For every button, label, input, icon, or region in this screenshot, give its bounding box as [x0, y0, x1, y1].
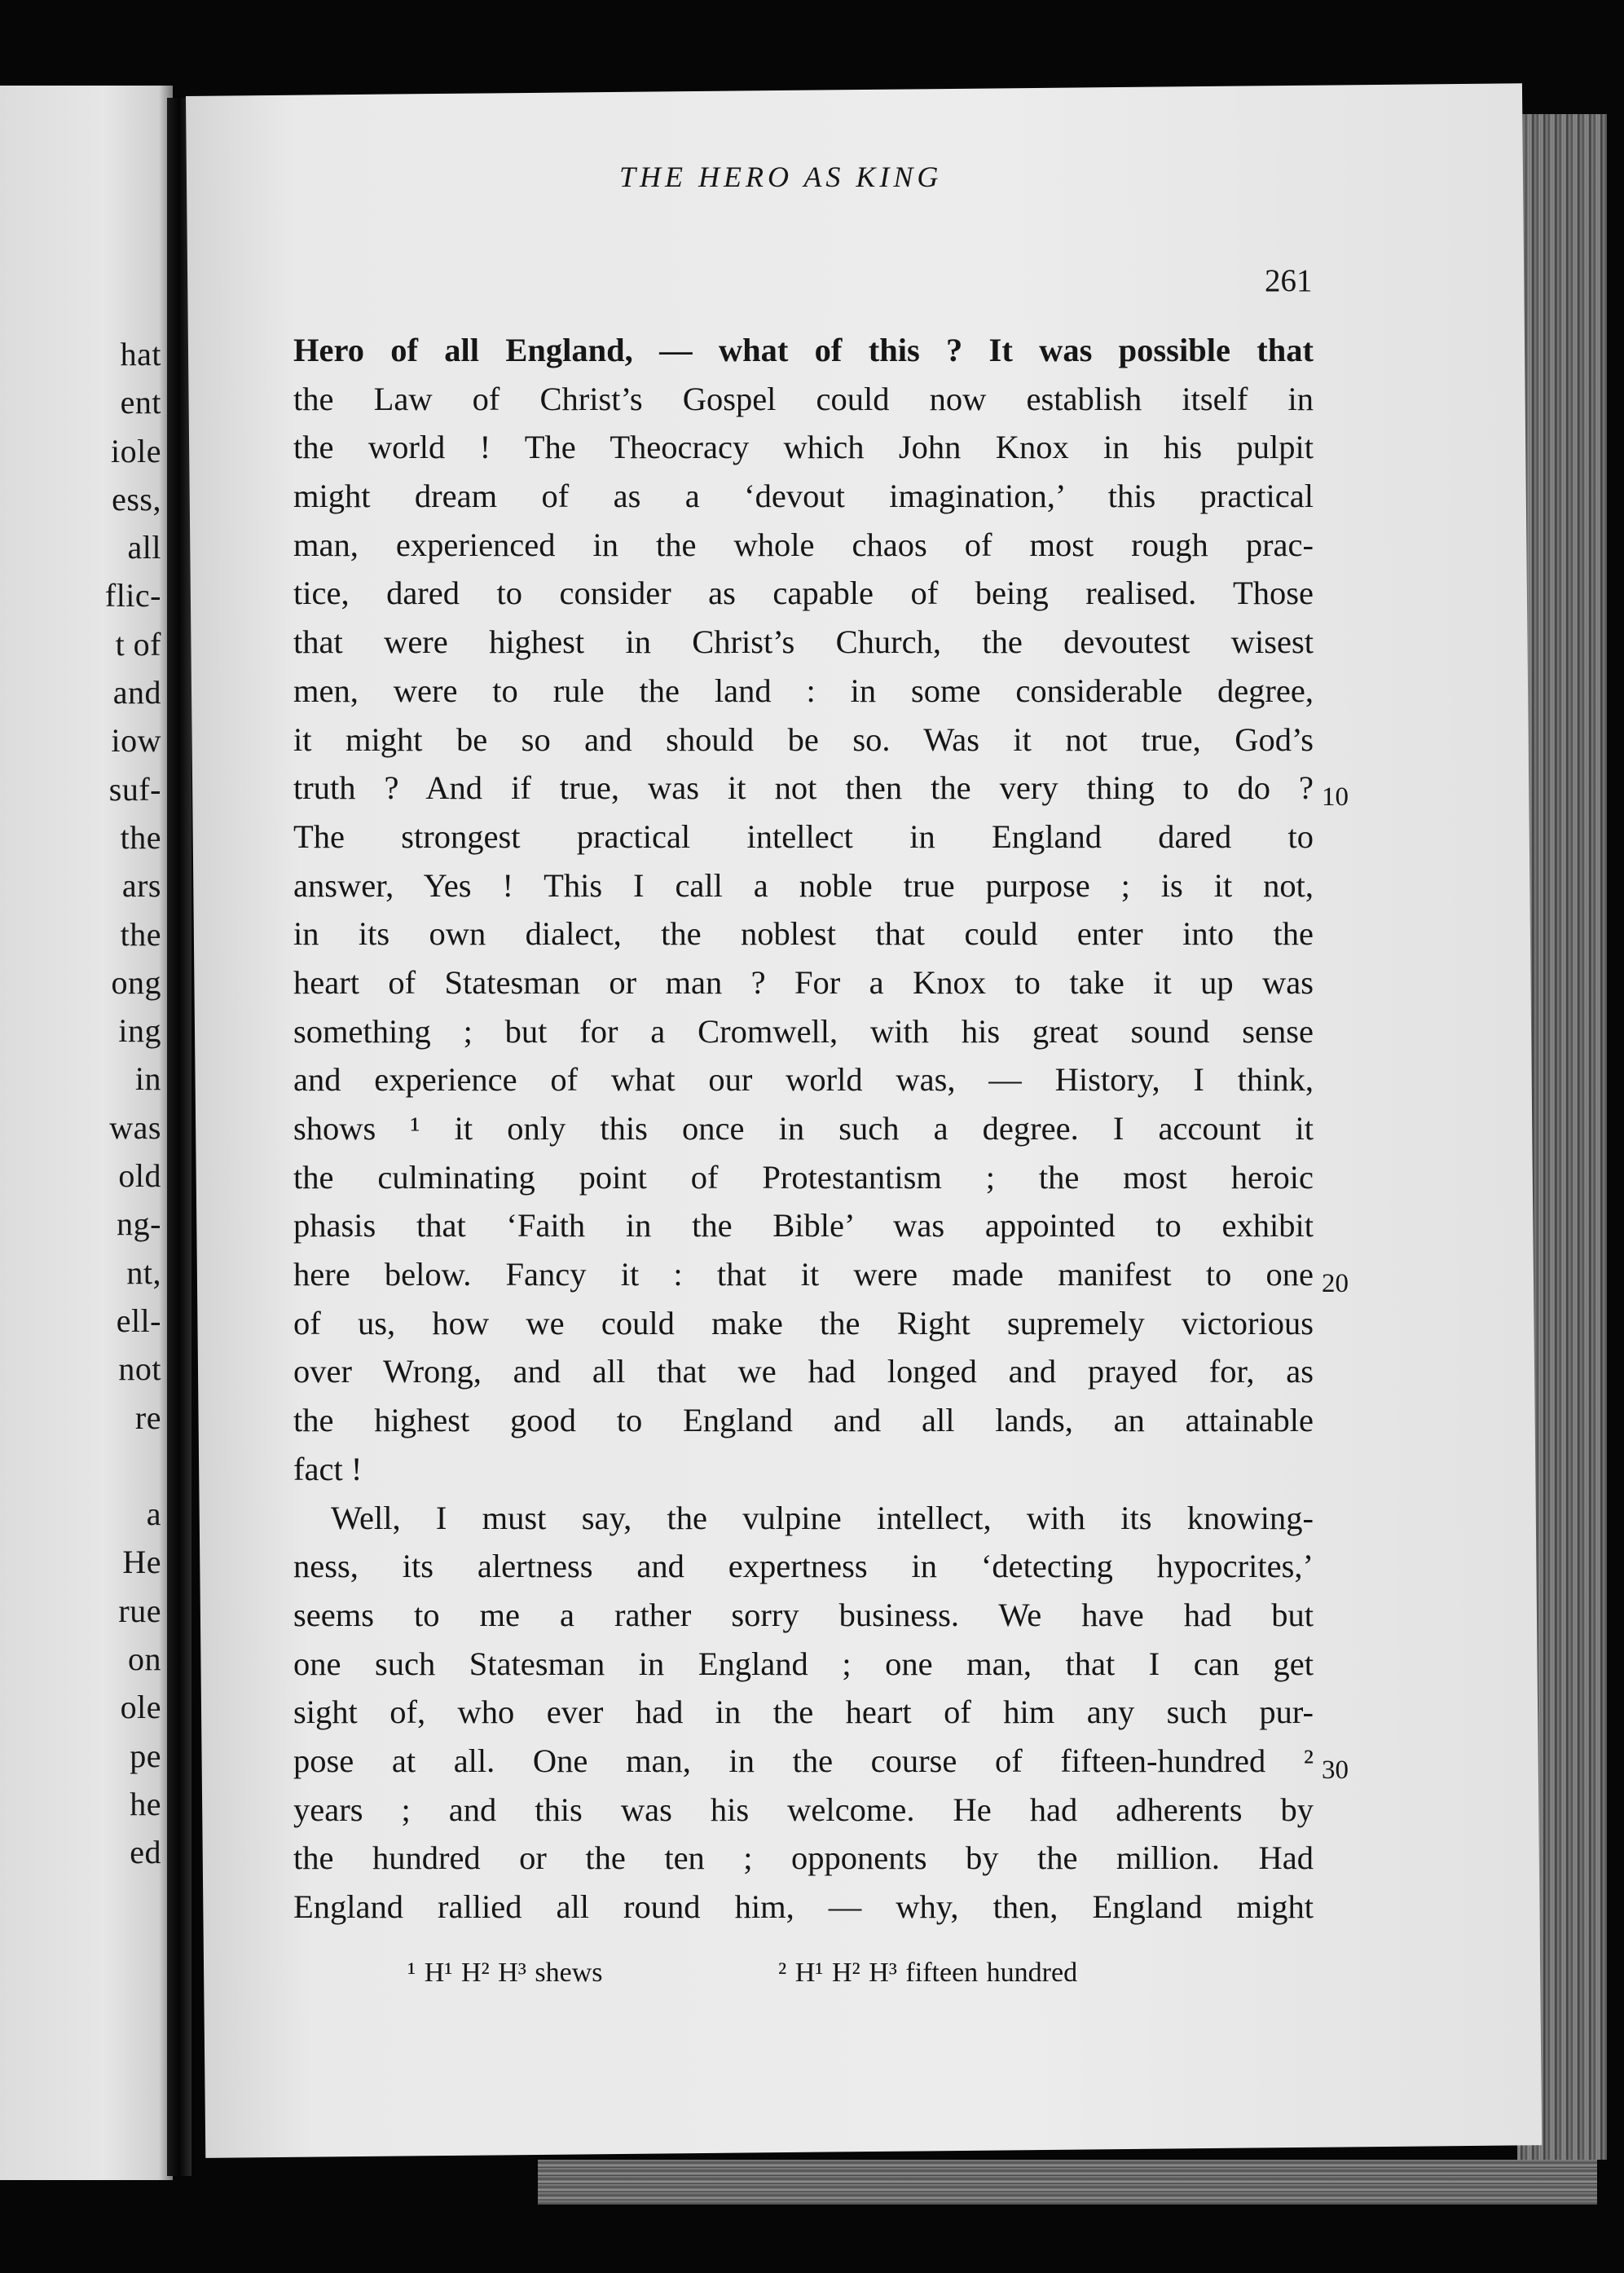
left-line: He: [122, 1544, 161, 1581]
left-line: flic-: [104, 577, 161, 615]
text-line: fact !: [293, 1450, 363, 1487]
text-line: phasis that ‘Faith in the Bible’ was appointed to exhibit: [293, 1207, 1314, 1244]
left-line: iow: [111, 722, 161, 760]
text-line: answer, Yes ! This I call a noble true purpose ; is it not,: [293, 866, 1314, 904]
left-line: ent: [120, 384, 161, 421]
left-line: ng-: [117, 1205, 161, 1243]
left-facing-page: [0, 86, 173, 2180]
text-line: Hero of all England, — what of this ? It was possible that: [293, 332, 1314, 368]
text-line: here below. Fancy it : that it were made manifest to one: [293, 1256, 1314, 1293]
text-line: Well, I must say, the vulpine intellect, with its knowing-: [331, 1499, 1314, 1536]
page-edges-bottom: [538, 2160, 1597, 2205]
text-line: shows ¹ it only this once in such a degree. I account it: [293, 1110, 1314, 1147]
line-number: 10: [1322, 782, 1349, 812]
text-line: the hundred or the ten ; opponents by the million. Had: [293, 1839, 1314, 1877]
left-line: a: [146, 1496, 161, 1533]
left-line: ed: [130, 1834, 161, 1871]
left-line: ing: [118, 1012, 161, 1050]
text-line: the culminating point of Protestantism ; the most heroic: [293, 1158, 1314, 1196]
text-line: England rallied all round him, — why, then, England might: [293, 1888, 1314, 1925]
text-line: pose at all. One man, in the course of fifteen-hundred ²: [293, 1742, 1314, 1779]
footnotes: [407, 1958, 1078, 1989]
text-line: in its own dialect, the noblest that could enter into the: [293, 915, 1314, 953]
left-line: hat: [120, 336, 161, 372]
text-line: men, were to rule the land : in some considerable degree,: [293, 672, 1314, 709]
left-line: the: [120, 915, 161, 953]
line-number: 20: [1322, 1269, 1349, 1298]
left-line: ole: [120, 1689, 161, 1726]
left-line: ong: [111, 963, 161, 1001]
left-line: in: [134, 1060, 161, 1098]
page-number: 261: [1265, 263, 1313, 298]
text-line: truth ? And if true, was it not then the very thing to do ?: [293, 769, 1314, 807]
left-line: the: [120, 818, 161, 856]
left-line: iole: [111, 432, 161, 469]
left-line: nt,: [126, 1253, 161, 1291]
text-line: heart of Statesman or man ? For a Knox to take it up was: [293, 963, 1314, 1001]
text-line: ness, its alertness and expertness in ‘detecting hypocrites,’: [293, 1548, 1314, 1585]
left-line: not: [118, 1350, 161, 1388]
left-line: and: [112, 674, 161, 711]
left-line: he: [130, 1785, 161, 1822]
text-line: the world ! The Theocracy which John Knox in his pulpit: [293, 429, 1314, 466]
text-line: might dream of as a ‘devout imagination,’ this practical: [293, 478, 1314, 515]
left-line: suf-: [108, 770, 161, 808]
left-line: [105, 1442, 161, 1490]
left-line: all: [127, 529, 161, 566]
left-line: on: [128, 1641, 161, 1678]
line-number: 30: [1322, 1755, 1349, 1785]
text-line: over Wrong, and all that we had longed and prayed for, as: [293, 1353, 1314, 1390]
text-line: man, experienced in the whole chaos of most rough prac-: [293, 526, 1314, 563]
text-line: sight of, who ever had in the heart of him any such pur-: [293, 1694, 1314, 1731]
book-gutter: [167, 98, 191, 2176]
left-line: ars: [121, 867, 161, 905]
left-line: pe: [130, 1737, 161, 1774]
text-line: The strongest practical intellect in England dared to: [293, 817, 1314, 855]
text-line: seems to me a rather sorry business. We have had but: [293, 1596, 1314, 1633]
left-line: ell-: [116, 1302, 161, 1339]
text-line: years ; and this was his welcome. He had adherents by: [293, 1791, 1314, 1828]
footnote: ² H¹ H² H³ fifteen hundred: [778, 1958, 1078, 1988]
running-head: THE HERO AS KING: [619, 161, 943, 193]
left-line: re: [134, 1399, 161, 1436]
left-line: rue: [118, 1592, 161, 1629]
text-line: the Law of Christ’s Gospel could now establish itself in: [293, 380, 1314, 417]
text-line: that were highest in Christ’s Church, the devoutest wisest: [293, 623, 1314, 661]
left-line: was: [109, 1108, 161, 1146]
left-page-text: [105, 330, 161, 1877]
left-line: t of: [115, 625, 161, 663]
text-line: one such Statesman in England ; one man, that I can get: [293, 1645, 1314, 1682]
text-line: of us, how we could make the Right supremely victorious: [293, 1304, 1314, 1341]
text-line: the highest good to England and all lands, an attainable: [293, 1402, 1314, 1439]
left-line: old: [118, 1157, 161, 1195]
text-line: tice, dared to consider as capable of being realised. Those: [293, 575, 1314, 612]
body-text: [293, 326, 1314, 1932]
left-line: ess,: [112, 480, 161, 518]
text-line: it might be so and should be so. Was it not true, God’s: [293, 720, 1314, 758]
text-line: something ; but for a Cromwell, with his great sound sense: [293, 1012, 1314, 1050]
text-line: and experience of what our world was, — History, I think,: [293, 1061, 1314, 1099]
footnote: ¹ H¹ H² H³ shews: [407, 1958, 603, 1988]
